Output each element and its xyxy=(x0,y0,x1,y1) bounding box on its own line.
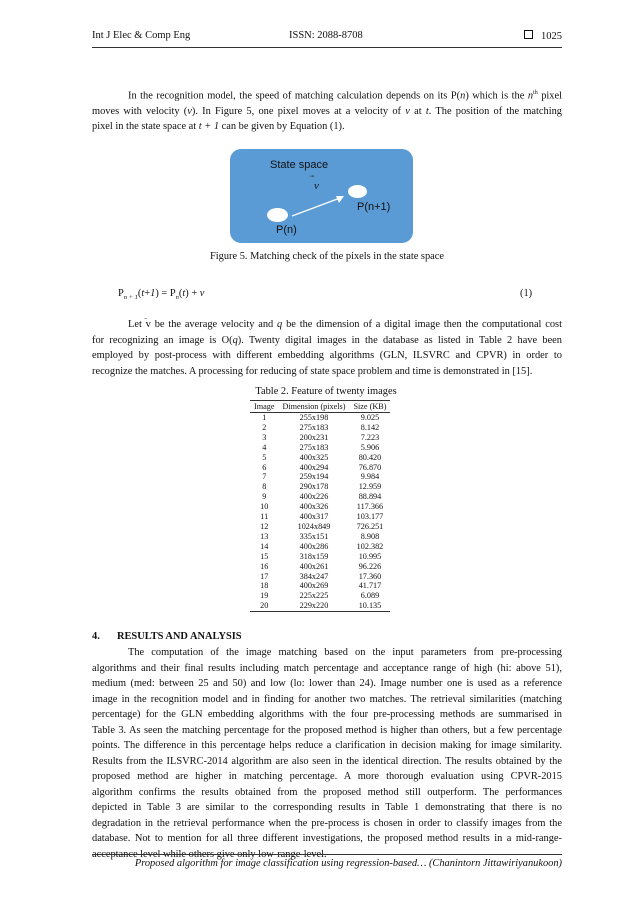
table-row xyxy=(250,572,390,582)
results-line: points. The difference in this percentage helps reduce a clarification in decision making for image similarity. xyxy=(92,740,562,751)
table-row xyxy=(250,591,390,601)
cell-dimension: 400x294 xyxy=(299,462,329,472)
results-line: proposed method are higher in matching percentage. A more thorough evaluation using CPVR-2015 xyxy=(92,771,562,782)
cell-size: 103.177 xyxy=(356,512,384,522)
results-line: database. Not to mention for all three different investigations, the proposed method results in a mid-range- xyxy=(92,833,562,844)
velocity-line-2: for recognizing an image is O(q). Twenty digital images in the database as listed in Table 2 have been xyxy=(92,334,562,346)
cell-dimension: 400x317 xyxy=(299,512,329,522)
cell-dimension: 400x261 xyxy=(299,561,329,571)
velocity-arrow-icon xyxy=(230,149,413,243)
cell-image: 15 xyxy=(260,551,269,561)
page-number-group xyxy=(524,30,562,42)
cell-image: 18 xyxy=(260,581,269,591)
cell-image: 2 xyxy=(262,422,267,432)
cell-size: 76.870 xyxy=(358,462,382,472)
footer-rule xyxy=(92,854,562,855)
table-row xyxy=(250,482,390,492)
header-rule xyxy=(92,47,562,48)
table-row xyxy=(250,453,390,463)
results-line: percentage) for the GLN embedding algorithms with the four pre-processing methods are summarised in xyxy=(92,709,562,720)
cell-dimension: 259x194 xyxy=(299,472,329,482)
header-dimension: Dimension (pixels) xyxy=(278,401,349,413)
intro-line-2: moves with velocity (v). In Figure 5, one pixel moves at a velocity of v at t. The position of the matching xyxy=(92,105,562,117)
section-number: 4. xyxy=(92,631,100,642)
cell-size: 6.089 xyxy=(360,591,380,601)
page-number: 1025 xyxy=(541,31,562,42)
cell-image: 10 xyxy=(260,502,269,512)
figure-state-space xyxy=(230,149,413,243)
results-line: degradation in the retrieval performance when the pre-process is chosen in order to classify images from the xyxy=(92,817,562,829)
velocity-label: v xyxy=(314,180,319,192)
cell-image: 12 xyxy=(260,521,269,531)
results-line: medium (med: between 25 and 50) and low (lo: lower than 24). Image number one is used as a reference xyxy=(92,678,562,689)
cell-image: 4 xyxy=(262,442,267,452)
table-row xyxy=(250,562,390,572)
table-row xyxy=(250,423,390,433)
running-header xyxy=(92,30,562,46)
cell-dimension: 400x326 xyxy=(299,502,329,512)
intro-line-1: In the recognition model, the speed of matching calculation depends on its P(n) which is the $n^{th}$ pixel xyxy=(128,90,562,102)
cell-image: 14 xyxy=(260,541,269,551)
table-row xyxy=(250,492,390,502)
cell-dimension: 335x151 xyxy=(299,531,329,541)
intro-line-3: pixel in the state space at t + 1 can be given by Equation (1). xyxy=(92,121,345,133)
cell-image: 17 xyxy=(260,571,269,581)
running-footer: Proposed algorithm for image classification using regression-based… (Chanintorn Jittawiriyanukoon) xyxy=(134,858,562,869)
cell-image: 1 xyxy=(262,413,267,422)
cell-size: 10.995 xyxy=(358,551,382,561)
table-row xyxy=(250,601,390,611)
results-line: The computation of the image matching based on the input parameters from pre-processing xyxy=(128,647,562,658)
table-row xyxy=(250,512,390,522)
table-row xyxy=(250,433,390,443)
table-row xyxy=(250,581,390,591)
results-line: algorithms and their final results including match percentage and acceptance range of high (hi: above 51), xyxy=(92,662,562,674)
cell-size: 41.717 xyxy=(358,581,382,591)
velocity-paragraph xyxy=(92,317,562,379)
cell-size: 726.251 xyxy=(356,521,384,531)
table-header-row xyxy=(250,401,390,413)
results-line: Results from the ILSVRC-2014 algorithm are also seen in the identical direction. The results obtained by the xyxy=(92,755,562,767)
cell-dimension: 1024x849 xyxy=(297,521,331,531)
journal-name: Int J Elec & Comp Eng xyxy=(92,30,191,41)
cell-dimension: 275x183 xyxy=(299,442,329,452)
cell-image: 20 xyxy=(250,601,278,611)
cell-image: 13 xyxy=(260,531,269,541)
cell-size: 7.223 xyxy=(360,432,380,442)
square-bullet-icon xyxy=(524,30,533,39)
results-line: Table 3. As seen the matching percentage for the proposed method is higher than others, but a few percentage xyxy=(92,724,562,736)
equation-1: $P_{n + 1}(t+1) = P_n(t) + v$ xyxy=(118,288,205,302)
cell-dimension: 400x226 xyxy=(299,492,329,502)
cell-dimension: 290x178 xyxy=(299,482,329,492)
cell-size: 80.420 xyxy=(358,452,382,462)
cell-size: 102.382 xyxy=(356,541,384,551)
velocity-line-1: Let v be the average velocity and q be the dimension of a digital image then the computational cost xyxy=(128,319,562,330)
cell-size: 8.142 xyxy=(360,422,380,432)
velocity-line-3: employed by post-process with different embedding algorithms (GLN, ILSVRC and CPVR) in order to xyxy=(92,350,562,361)
table-row xyxy=(250,413,390,423)
table-row xyxy=(250,522,390,532)
issn: ISSN: 2088-8708 xyxy=(289,30,363,41)
table-row xyxy=(250,532,390,542)
cell-size: 9.025 xyxy=(360,413,380,422)
cell-size: 9.984 xyxy=(360,472,380,482)
results-line: image in the recognition model and in finding for another two matches. The retrieval similarities (matching xyxy=(92,693,562,705)
cell-image: 16 xyxy=(260,561,269,571)
table-row xyxy=(250,463,390,473)
cell-dimension: 200x231 xyxy=(299,432,329,442)
cell-size: 17.360 xyxy=(358,571,382,581)
cell-dimension: 318x159 xyxy=(299,551,329,561)
pixel-n-label: P(n) xyxy=(276,224,297,236)
table-row xyxy=(250,502,390,512)
equation-number: (1) xyxy=(520,288,533,299)
cell-dimension: 400x325 xyxy=(299,452,329,462)
results-paragraph xyxy=(92,645,562,862)
cell-image: 11 xyxy=(260,512,269,522)
cell-dimension: 275x183 xyxy=(299,422,329,432)
results-line: algorithm confirms the results obtained from the proposed method still outperform. The performances xyxy=(92,786,562,798)
cell-image: 7 xyxy=(262,472,267,482)
cell-image: 3 xyxy=(262,432,267,442)
cell-size: 10.135 xyxy=(349,601,390,611)
figure-caption: Figure 5. Matching check of the pixels in the state space xyxy=(209,251,444,262)
cell-size: 12.959 xyxy=(358,482,382,492)
header-size: Size (KB) xyxy=(349,401,390,413)
velocity-line-4: recognize the matches. A processing for reducing of state space problem and time is demonstrated in [15]. xyxy=(92,365,533,377)
cell-image: 19 xyxy=(260,591,269,601)
cell-size: 117.366 xyxy=(356,502,384,512)
cell-dimension: 229x220 xyxy=(278,601,349,611)
cell-image: 6 xyxy=(262,462,267,472)
intro-paragraph xyxy=(92,86,562,135)
cell-size: 88.894 xyxy=(358,492,382,502)
cell-size: 96.226 xyxy=(358,561,382,571)
cell-size: 8.908 xyxy=(360,531,380,541)
cell-image: 8 xyxy=(262,482,267,492)
section-heading xyxy=(92,631,242,642)
table-row xyxy=(250,552,390,562)
cell-size: 5.906 xyxy=(360,442,380,452)
table-row xyxy=(250,542,390,552)
pixel-n1-label: P(n+1) xyxy=(357,201,391,213)
results-line: depicted in Table 3 are similar to the corresponding results in Table 1 demonstrating that there is no xyxy=(92,802,562,813)
cell-image: 9 xyxy=(262,492,267,502)
state-space-label: State space xyxy=(270,159,329,171)
cell-dimension: 384x247 xyxy=(299,571,329,581)
header-image: Image xyxy=(250,401,278,413)
table-row xyxy=(250,443,390,453)
cell-image: 5 xyxy=(262,452,267,462)
cell-dimension: 400x269 xyxy=(299,581,329,591)
table-row xyxy=(250,472,390,482)
cell-dimension: 225x225 xyxy=(299,591,329,601)
table-body xyxy=(250,413,390,612)
results-line: acceptance level while others give only low-range-level. xyxy=(92,848,327,860)
table-caption: Table 2. Feature of twenty images xyxy=(255,386,397,397)
cell-dimension: 400x286 xyxy=(299,541,329,551)
cell-dimension: 255x198 xyxy=(299,413,329,422)
section-title: RESULTS AND ANALYSIS xyxy=(117,631,242,642)
table-2 xyxy=(250,400,390,612)
